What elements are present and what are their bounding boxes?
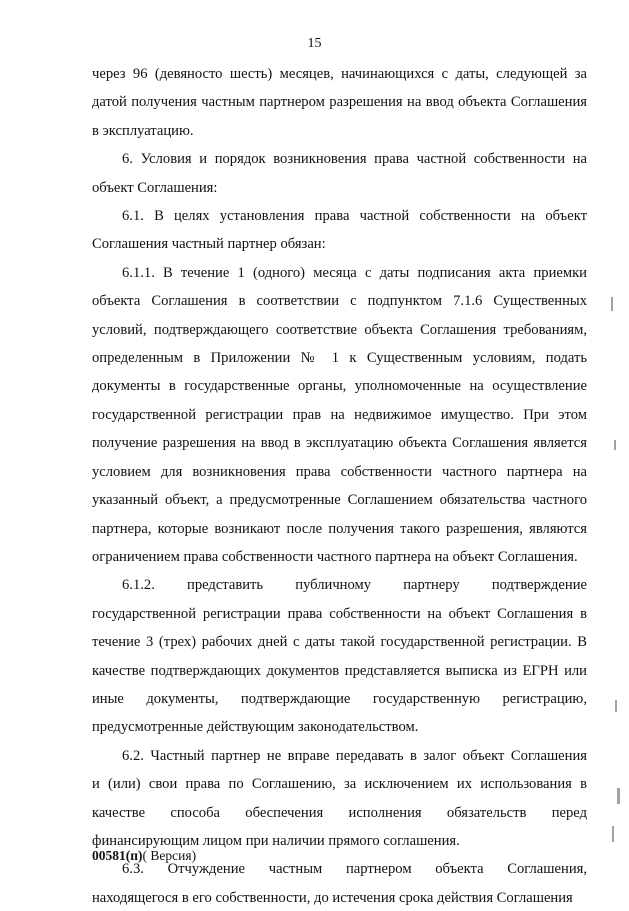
text-line: условий, подтверждающего соответствие объекта Соглашения требованиям, [92,321,587,338]
text-line: документы в государственные органы, уполномоченные на осуществление [92,378,587,395]
text-line: указанный объект, а предусмотренные Соглашением обязательства частного [92,492,587,509]
paragraph-continuation [92,62,587,144]
text-line: государственной регистрации права собственности на объект Соглашения в [92,605,587,622]
text-line: 6.2. Частный партнер не вправе передавать в залог объект Соглашения [122,747,587,764]
footer-document-code: 00581(п) [92,848,143,863]
text-line: течение 3 (трех) рабочих дней с даты такой государственной регистрации. В [92,634,587,651]
text-line: 6.3. Отчуждение частным партнером объекта Соглашения, [122,861,587,878]
document-body [92,62,587,911]
scan-artifact [617,788,620,804]
paragraph-section-6 [92,147,587,201]
text-line: находящегося в его собственности, до истечения срока действия Соглашения [92,889,573,906]
paragraph-section-6-3 [92,857,587,911]
text-line: государственной регистрации прав на недвижимое имущество. При этом [92,406,587,423]
text-line: 6.1.1. В течение 1 (одного) месяца с даты подписания акта приемки [122,264,587,281]
text-line: объекта Соглашения в соответствии с подпунктом 7.1.6 Существенных [92,293,587,310]
text-line: качестве способа обеспечения исполнения обязательств перед [92,804,587,821]
text-line: 6.1.2. представить публичному партнеру подтверждение [122,577,587,594]
text-line: предусмотренные действующим законодательством. [92,719,419,736]
text-line: датой получения частным партнером разрешения на ввод объекта Соглашения [92,94,587,111]
text-line: 6.1. В целях установления права частной собственности на объект [122,208,587,225]
paragraph-section-6-2 [92,744,587,855]
text-line: условием для возникновения права собственности частного партнера на [92,463,587,480]
text-line: и (или) свои права по Соглашению, за исключением их использования в [92,776,587,793]
scan-artifact [615,700,617,712]
text-line: получение разрешения на ввод в эксплуатацию объекта Соглашения является [92,435,587,452]
scan-artifact [614,440,616,450]
document-footer [92,848,196,864]
page-number: 15 [307,36,322,51]
text-line: через 96 (девяносто шесть) месяцев, начинающихся с даты, следующей за [92,66,587,82]
text-line: иные документы, подтверждающие государственную регистрацию, [92,690,587,707]
scan-artifact [612,826,614,842]
text-line: качестве подтверждающих документов представляется выписка из ЕГРН или [92,662,587,679]
text-line: в эксплуатацию. [92,122,194,139]
text-line: ограничением права собственности частного партнера на объект Соглашения. [92,548,578,565]
text-line: объект Соглашения: [92,179,218,196]
text-line: 6. Условия и порядок возникновения права частной собственности на [122,151,587,168]
text-line: Соглашения частный партнер обязан: [92,236,326,253]
text-line: финансирующим лицом при наличии прямого соглашения. [92,832,460,849]
scan-artifact [611,297,613,311]
footer-version: ( Версия) [142,848,197,863]
text-line: партнера, которые возникают после получения такого разрешения, являются [92,520,587,537]
paragraph-section-6-1-1 [92,261,587,570]
text-line: определенным в Приложении № 1 к Существенным условиям, подать [92,350,587,367]
paragraph-section-6-1 [92,204,587,258]
paragraph-section-6-1-2 [92,573,587,740]
